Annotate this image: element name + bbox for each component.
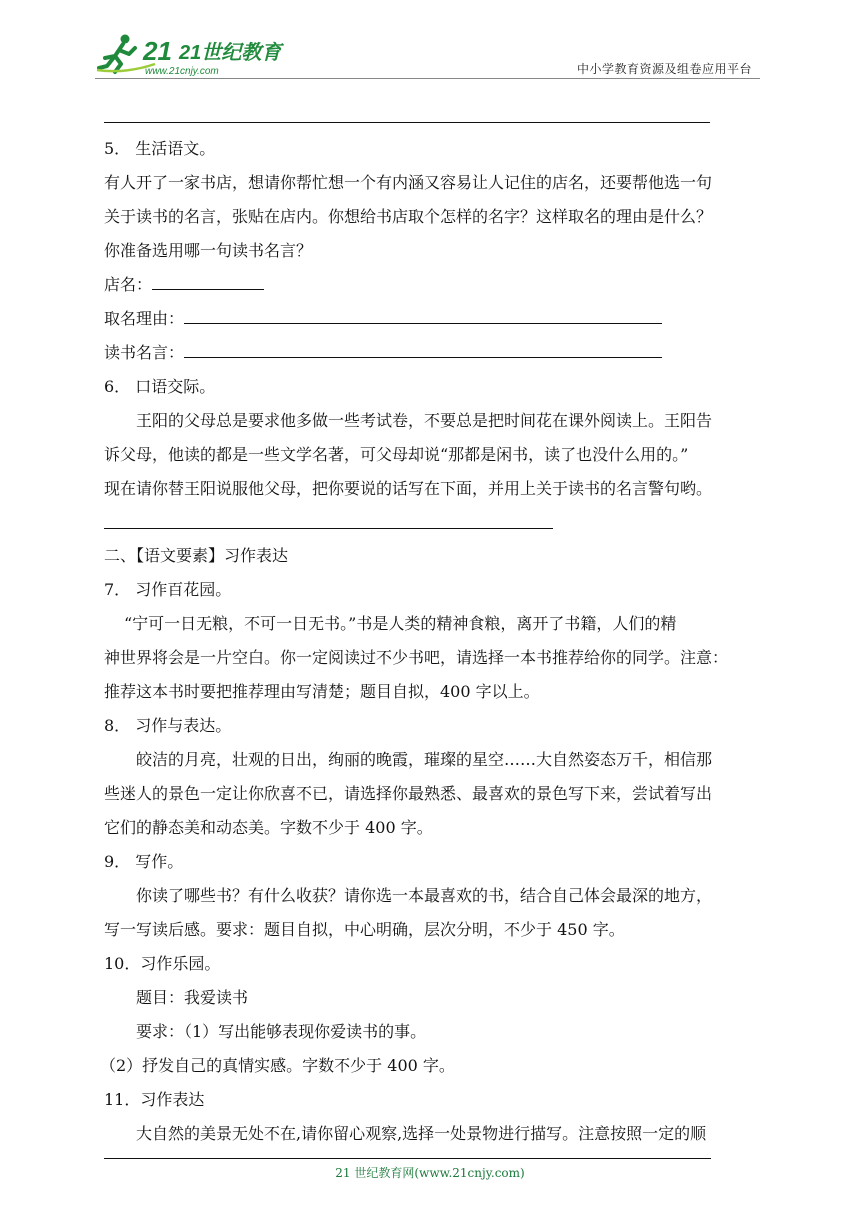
site-logo bbox=[95, 30, 282, 77]
question-11-title: 11．习作表达 bbox=[104, 1090, 205, 1109]
question-8-body-3: 它们的静态美和动态美。字数不少于 400 字。 bbox=[104, 818, 433, 837]
question-5-body-1: 有人开了一家书店，想请你帮忙想一个有内涵又容易让人记住的店名，还要帮他选一句 bbox=[104, 173, 713, 192]
answer-line bbox=[104, 122, 710, 123]
question-9-title: 9． 写作。 bbox=[104, 852, 184, 871]
question-9-body-1: 你读了哪些书？有什么收获？请你选一本最喜欢的书，结合自己体会最深的地方， bbox=[136, 886, 713, 905]
store-name-field[interactable] bbox=[104, 275, 264, 295]
svg-text:www.21cnjy.com: www.21cnjy.com bbox=[145, 66, 219, 77]
question-10-req-2: （2）抒发自己的真情实感。字数不少于 400 字。 bbox=[100, 1056, 455, 1075]
svg-text:21世纪教育: 21世纪教育 bbox=[179, 42, 282, 64]
question-7-title: 7． 习作百花园。 bbox=[104, 580, 232, 599]
naming-reason-blank[interactable] bbox=[184, 309, 662, 324]
question-7-body-2: 神世界将会是一片空白。你一定阅读过不少书吧，请选择一本书推荐给你的同学。注意： bbox=[104, 648, 729, 667]
page-footer[interactable]: 21 世纪教育网(www.21cnjy.com) bbox=[335, 1166, 525, 1180]
reading-quote-field[interactable] bbox=[104, 343, 662, 363]
question-10-topic: 题目：我爱读书 bbox=[136, 988, 249, 1007]
question-5-title: 5． 生活语文。 bbox=[104, 139, 216, 158]
header-divider bbox=[95, 78, 760, 79]
svg-text:21: 21 bbox=[143, 36, 172, 66]
question-7-body-1: “宁可一日无粮，不可一日无书。”书是人类的精神食粮，离开了书籍，人们的精 bbox=[124, 614, 677, 633]
question-5-body-3: 你准备选用哪一句读书名言？ bbox=[104, 241, 313, 260]
question-6-body-1: 王阳的父母总是要求他多做一些考试卷，不要总是把时间花在课外阅读上。王阳告 bbox=[136, 411, 713, 430]
question-10-title: 10．习作乐园。 bbox=[104, 954, 221, 973]
question-7-body-3: 推荐这本书时要把推荐理由写清楚；题目自拟，400 字以上。 bbox=[104, 682, 540, 701]
answer-line-6[interactable] bbox=[104, 528, 553, 529]
question-11-body-1: 大自然的美景无处不在,请你留心观察,选择一处景物进行描写。注意按照一定的顺 bbox=[136, 1124, 707, 1143]
question-8-title: 8． 习作与表达。 bbox=[104, 716, 232, 735]
footer-divider bbox=[104, 1158, 711, 1159]
naming-reason-field[interactable] bbox=[104, 309, 662, 329]
platform-title: 中小学教育资源及组卷应用平台 bbox=[576, 62, 752, 76]
question-9-body-2: 写一写读后感。要求：题目自拟，中心明确，层次分明，不少于 450 字。 bbox=[104, 920, 625, 939]
question-8-body-2: 些迷人的景色一定让你欣喜不已，请选择你最熟悉、最喜欢的景色写下来，尝试着写出 bbox=[104, 784, 713, 803]
reading-quote-blank[interactable] bbox=[184, 343, 662, 358]
question-10-req-1: 要求：（1）写出能够表现你爱读书的事。 bbox=[136, 1022, 427, 1041]
page-header bbox=[95, 30, 760, 82]
question-6-body-2: 诉父母，他读的都是一些文学名著，可父母却说“那都是闲书，读了也没什么用的。” bbox=[104, 445, 689, 464]
question-6-title: 6． 口语交际。 bbox=[104, 377, 216, 396]
store-name-label: 店名： bbox=[104, 275, 153, 294]
naming-reason-label: 取名理由： bbox=[104, 309, 185, 328]
question-6-body-3: 现在请你替王阳说服他父母，把你要说的话写在下面，并用上关于读书的名言警句哟。 bbox=[104, 479, 713, 498]
section-2-heading: 二、【语文要素】习作表达 bbox=[104, 546, 289, 565]
question-8-body-1: 皎洁的月亮，壮观的日出，绚丽的晚霞，璀璨的星空……大自然姿态万千，相信那 bbox=[136, 750, 713, 769]
question-5-body-2: 关于读书的名言，张贴在店内。你想给书店取个怎样的名字？这样取名的理由是什么？ bbox=[104, 207, 713, 226]
reading-quote-label: 读书名言： bbox=[104, 343, 185, 362]
store-name-blank[interactable] bbox=[152, 275, 264, 290]
